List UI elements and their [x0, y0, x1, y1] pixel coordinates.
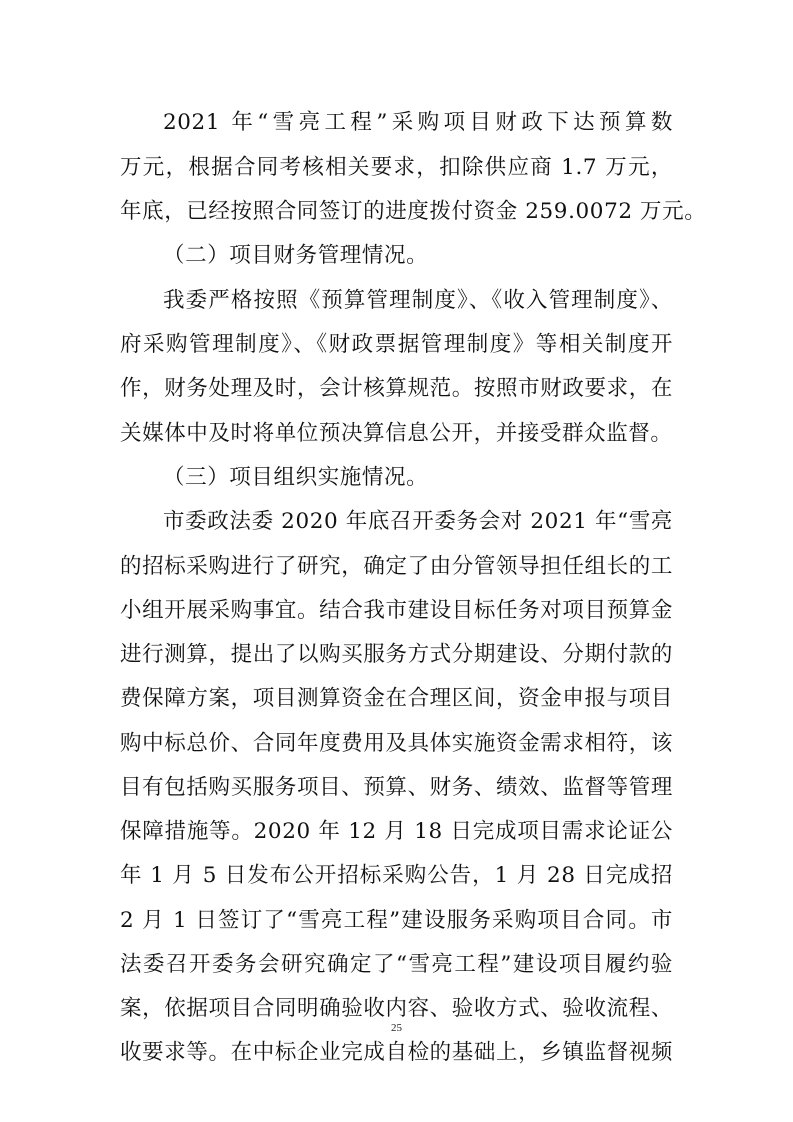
paragraph-3-line-8: 保障措施等。2020 年 12 月 18 日完成项目需求论证公 [120, 819, 673, 844]
paragraph-2-line-3: 作，财务处理及时，会计核算规范。按照市财政要求，在 [120, 376, 673, 401]
paragraph-3-line-2: 的招标采购进行了研究，确定了由分管领导担任组长的工 [120, 554, 673, 579]
paragraph-3-line-1: 市委政法委 2020 年底召开委务会对 2021 年“雪亮 [163, 509, 673, 534]
paragraph-3-line-11: 法委召开委务会研究确定了“雪亮工程”建设项目履约验 [120, 952, 673, 977]
paragraph-1-line-2: 万元，根据合同考核相关要求，扣除供应商 1.7 万元， [120, 155, 673, 180]
paragraph-1-line-1: 2021 年“雪亮工程”采购项目财政下达预算数 [163, 110, 673, 135]
paragraph-1-line-3: 年底，已经按照合同签订的进度拨付资金 259.0072 万元。 [120, 199, 707, 224]
paragraph-3-line-4: 进行测算，提出了以购买服务方式分期建设、分期付款的 [120, 642, 673, 667]
section-heading-finance: （二）项目财务管理情况。 [163, 243, 429, 268]
paragraph-3-line-6: 购中标总价、合同年度费用及具体实施资金需求相符，该 [120, 731, 673, 756]
page-number: 25 [391, 1022, 402, 1034]
paragraph-3-line-9: 年 1 月 5 日发布公开招标采购公告，1 月 28 日完成招 [120, 863, 673, 888]
paragraph-3-line-7: 目有包括购买服务项目、预算、财务、绩效、监督等管理 [120, 775, 673, 800]
paragraph-2-line-2: 府采购管理制度》、《财政票据管理制度》等相关制度开 [120, 332, 673, 357]
paragraph-2-line-1: 我委严格按照《预算管理制度》、《收入管理制度》、 [163, 288, 673, 313]
section-heading-implementation: （三）项目组织实施情况。 [163, 465, 429, 490]
paragraph-3-line-10: 2 月 1 日签订了“雪亮工程”建设服务采购项目合同。市 [120, 908, 673, 933]
paragraph-3-line-12: 案，依据项目合同明确验收内容、验收方式、验收流程、 [120, 996, 673, 1021]
paragraph-3-line-13: 收要求等。在中标企业完成自检的基础上，乡镇监督视频 [120, 1040, 673, 1065]
paragraph-3-line-3: 小组开展采购事宜。结合我市建设目标任务对项目预算金 [120, 598, 673, 623]
paragraph-3-line-5: 费保障方案，项目测算资金在合理区间，资金申报与项目 [120, 686, 673, 711]
paragraph-2-line-4: 关媒体中及时将单位预决算信息公开，并接受群众监督。 [120, 421, 673, 446]
